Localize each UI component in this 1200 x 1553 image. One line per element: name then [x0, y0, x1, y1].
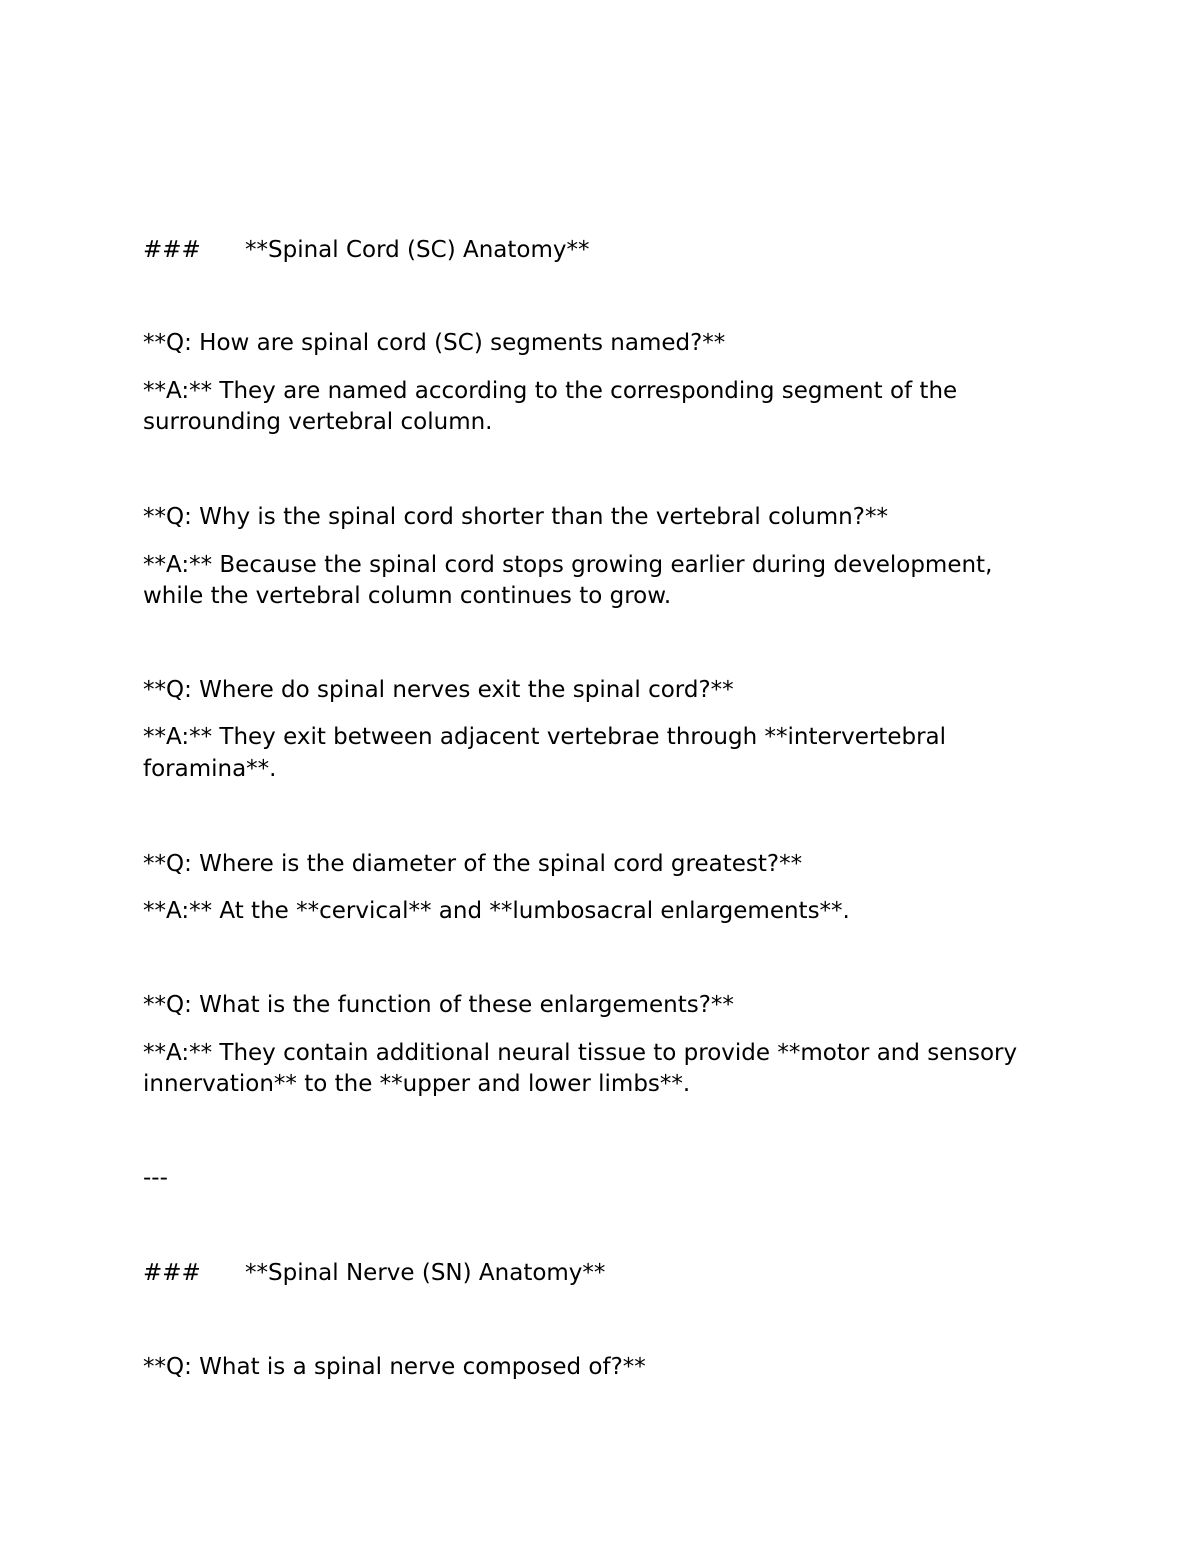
answer-1-line-2: surrounding vertebral column. — [143, 409, 493, 435]
answer-3-line-2: foramina**. — [143, 756, 277, 782]
answer-5-line-1: **A:** They contain additional neural tissue to provide **motor and sensory — [143, 1040, 1018, 1066]
question-4: **Q: Where is the diameter of the spinal cord greatest?** — [143, 851, 803, 877]
section-heading-spinal-nerve — [143, 1258, 1063, 1289]
question-1: **Q: How are spinal cord (SC) segments named?** — [143, 330, 726, 356]
question-3: **Q: Where do spinal nerves exit the spinal cord?** — [143, 677, 734, 703]
answer-3-line-1: **A:** They exit between adjacent vertebrae through **intervertebral — [143, 724, 947, 750]
heading-title: **Spinal Nerve (SN) Anatomy** — [245, 1260, 606, 1286]
answer-2-line-2: while the vertebral column continues to grow. — [143, 583, 672, 609]
question-6: **Q: What is a spinal nerve composed of?** — [143, 1354, 646, 1380]
section-heading-spinal-cord — [143, 235, 1063, 266]
answer-2-line-1: **A:** Because the spinal cord stops growing earlier during development, — [143, 552, 993, 578]
answer-5-line-2: innervation** to the **upper and lower limbs**. — [143, 1071, 691, 1097]
answer-1-line-1: **A:** They are named according to the corresponding segment of the — [143, 378, 958, 404]
heading-marker: ### — [143, 1260, 201, 1286]
section-divider: --- — [143, 1165, 168, 1191]
question-5: **Q: What is the function of these enlargements?** — [143, 992, 734, 1018]
heading-marker: ### — [143, 237, 201, 263]
question-2: **Q: Why is the spinal cord shorter than the vertebral column?** — [143, 504, 888, 530]
heading-title: **Spinal Cord (SC) Anatomy** — [245, 237, 590, 263]
answer-4-line-1: **A:** At the **cervical** and **lumbosacral enlargements**. — [143, 898, 850, 924]
